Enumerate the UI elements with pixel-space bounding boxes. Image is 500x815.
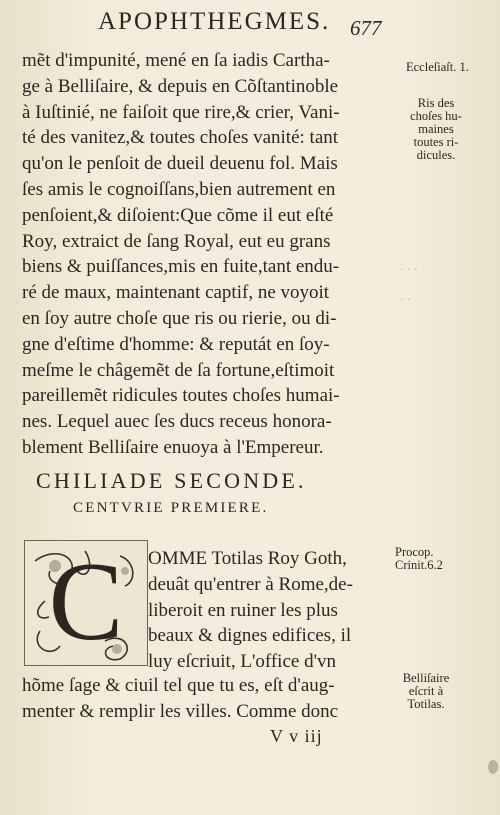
margin-note-line: dicules.: [416, 148, 456, 162]
subsection-heading: CENTVRIE PREMIERE.: [73, 500, 269, 516]
margin-note-line: choſes hu-: [410, 109, 462, 123]
text-line: qu'on le penſoit de dueil deuenu fol. Mais: [22, 153, 338, 175]
text-line: luy eſcriuit, L'office d'vn: [148, 651, 336, 673]
drop-cap-text: C: [48, 541, 124, 664]
text-line: menter & remplir les villes. Comme donc: [22, 700, 339, 722]
page-number: 677: [350, 16, 382, 40]
text-line: biens & puiſſances,mis en fuite,tant endu-: [22, 256, 340, 278]
text-line: en ſoy autre choſe que ris ou rierie, ou di-: [22, 307, 337, 329]
chapter-opening: [148, 546, 398, 675]
margin-note-bellisaire: [398, 672, 454, 711]
margin-note-line: eſcrit à: [408, 684, 444, 698]
running-head: APOPHTHEGMES.: [98, 8, 331, 35]
text-line: OMME Totilas Roy Goth,: [148, 548, 347, 569]
text-line: beaux & dignes edifices, il: [148, 625, 352, 647]
ink-smudge: [488, 760, 498, 774]
margin-note-procope: [395, 546, 443, 572]
text-line: pareillemẽt ridicules toutes choſes humai-: [22, 385, 340, 407]
text-line: gne d'eſtime d'homme: & reputát en ſoy-: [22, 333, 330, 355]
margin-note-line: Procop.: [395, 545, 434, 559]
signature-mark: V v iij: [270, 726, 323, 746]
margin-note-line: Ris des: [417, 96, 455, 110]
drop-cap-ornament: [24, 540, 148, 666]
text-line: ré de maux, maintenant captif, ne voyoit: [22, 282, 330, 304]
text-line: penſoient,& diſoient:Que cõme il eut eſté: [22, 204, 334, 226]
drop-cap-letter-icon: [25, 541, 147, 665]
text-line: mẽt d'impunité, mené en ſa iadis Cartha-: [22, 50, 330, 71]
text-line: à Iuſtinié, ne faiſoit que rire,& crier, Vani-: [22, 101, 340, 123]
text-line: ſes amis le cognoiſſans,bien autrement en: [22, 178, 336, 200]
bleed-through-mark: · ·: [400, 292, 411, 306]
main-paragraph: [22, 48, 402, 461]
margin-note-ecclesiaste: Eccleſiaſt. 1.: [406, 60, 469, 74]
margin-note-line: Totilas.: [407, 697, 445, 711]
margin-note-line: maines: [418, 122, 454, 136]
text-line: liberoit en ruiner les plus: [148, 599, 338, 621]
text-line: deuât qu'entrer à Rome,de-: [148, 573, 353, 595]
text-line: meſme le châgemẽt de ſa fortune,eſtimoit: [22, 359, 335, 381]
margin-note-line: Crinit.6.2: [395, 558, 443, 572]
text-line: hõme ſage & ciuil tel que tu es, eſt d'aug-: [22, 675, 335, 696]
chapter-continuation: [22, 673, 402, 725]
text-line: blement Belliſaire enuoya à l'Empereur.: [22, 436, 324, 458]
margin-note-line: toutes ri-: [413, 135, 459, 149]
text-line: té des vanitez,& toutes choſes vanité: tant: [22, 127, 339, 149]
text-line: ge à Belliſaire, & depuis en Cõſtantinoble: [22, 75, 339, 97]
bleed-through-mark: · · ·: [400, 262, 418, 276]
margin-note-line: Belliſaire: [402, 671, 450, 685]
section-heading: CHILIADE SECONDE.: [36, 468, 307, 493]
text-line: nes. Lequel auec ſes ducs receus honora-: [22, 411, 332, 433]
text-line: Roy, extraict de ſang Royal, eut eu grans: [22, 230, 331, 252]
margin-note-ris: [398, 97, 474, 162]
